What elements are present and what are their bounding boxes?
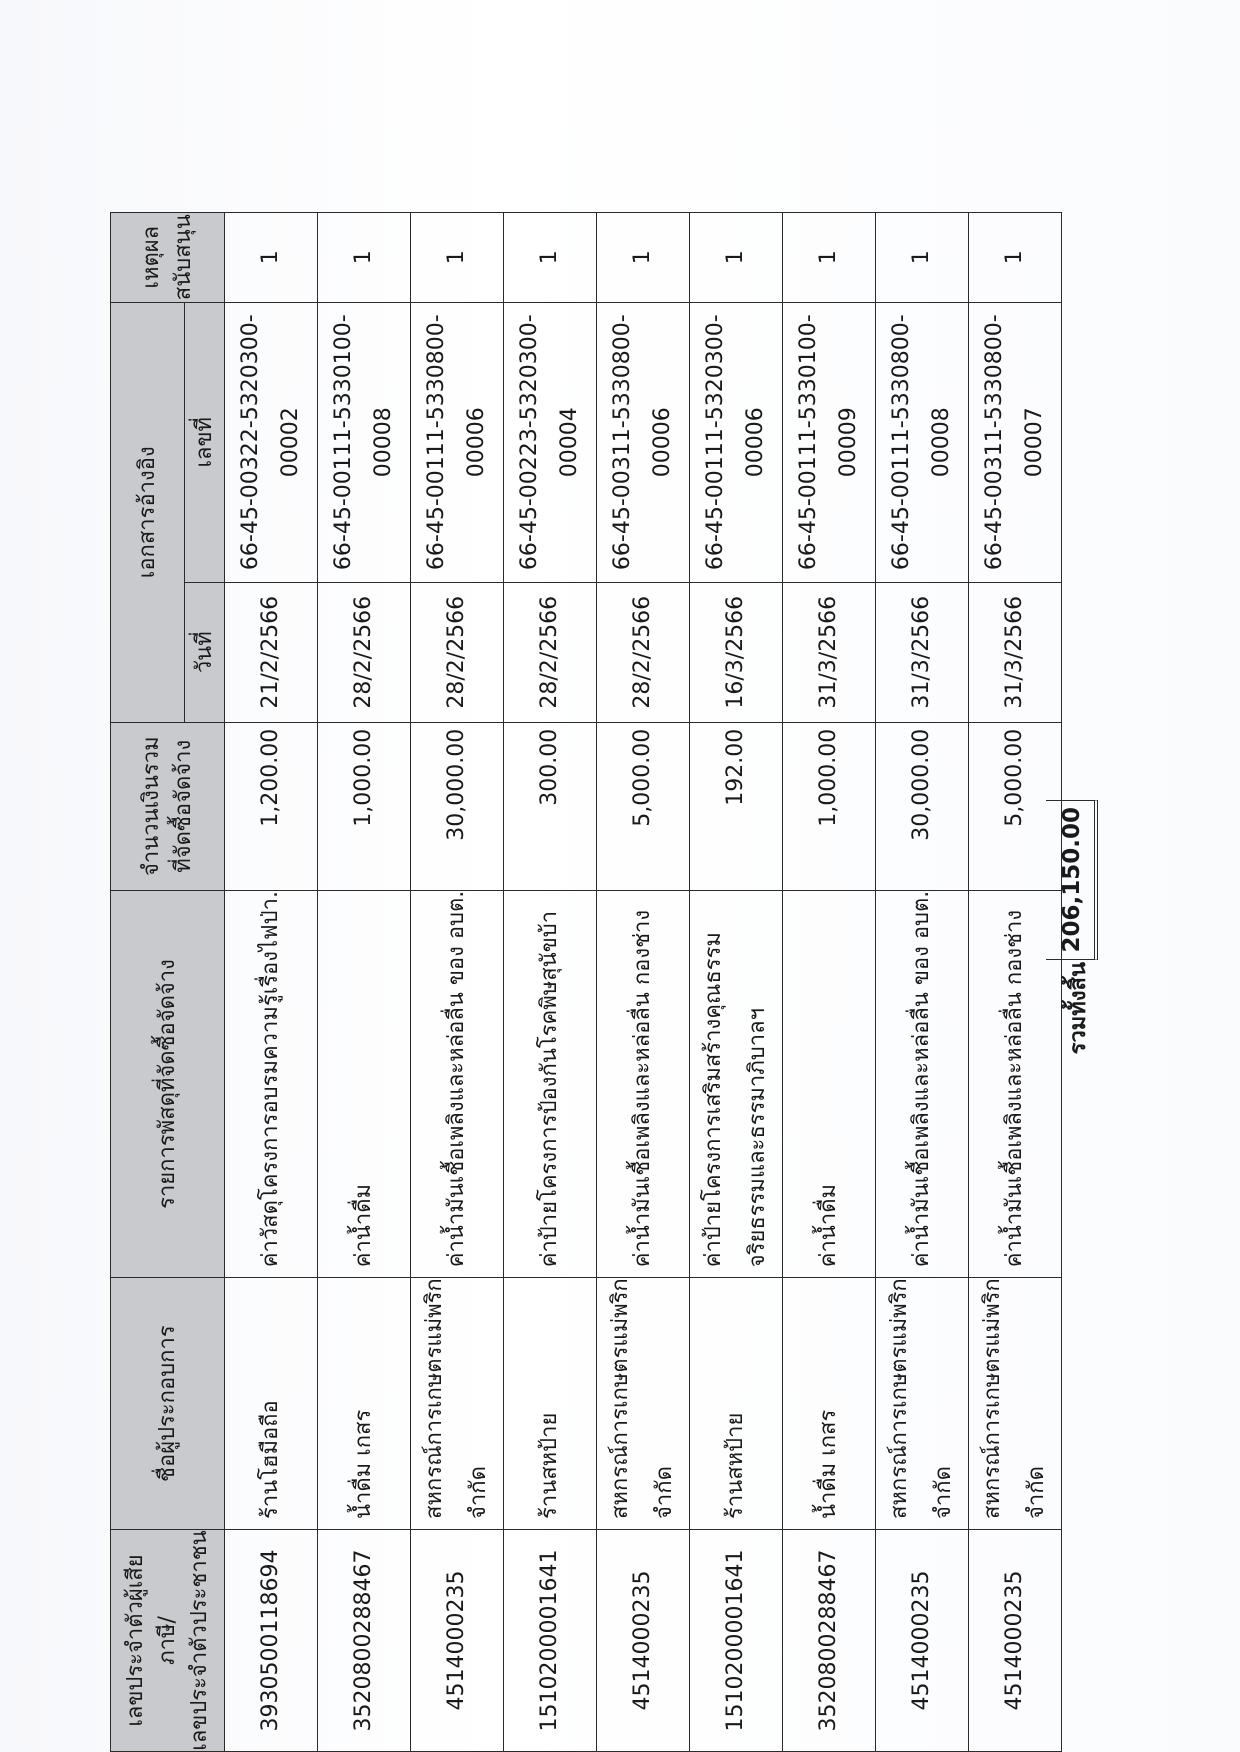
date-text: 16/3/2566 (723, 595, 748, 709)
vendor-text: สหกรณ์การเกษตรแม่พริก (608, 1278, 633, 1519)
cell-vendor (876, 1278, 969, 1530)
tax-id-text: 1510200001641 (723, 1549, 748, 1732)
reason-text: 1 (723, 250, 748, 265)
item-text: ค่าป้ายโครงการป้องกันโรคพิษสุนัขบ้า (537, 910, 562, 1268)
doc-no-text: 00007 (1022, 407, 1047, 478)
doc-no-text: 66-45-00111-5330800- (424, 314, 449, 571)
header-doc-group: เอกสารอ้างอิง (111, 302, 185, 722)
cell-vendor (783, 1278, 876, 1530)
cell-item (876, 890, 969, 1278)
table-body (225, 212, 1062, 1751)
cell-item (690, 890, 783, 1278)
cell-reason (783, 212, 876, 302)
cell-item (597, 890, 690, 1278)
cell-vendor (411, 1278, 504, 1530)
date-text: 31/3/2566 (1002, 595, 1027, 709)
cell-amount (318, 722, 411, 890)
header-reason-line2: สนับสนุน (170, 214, 196, 301)
reason-text: 1 (258, 250, 283, 265)
cell-doc-no (504, 302, 597, 582)
cell-amount (504, 722, 597, 890)
date-text: 28/2/2566 (630, 595, 655, 709)
cell-reason (504, 212, 597, 302)
cell-doc-no (690, 302, 783, 582)
header-amount-line1: จำนวนเงินรวม (138, 736, 164, 877)
vendor-text: สหกรณ์การเกษตรแม่พริก (887, 1278, 912, 1519)
item-text: ค่าน้ำดื่ม (816, 1184, 841, 1268)
reason-text: 1 (444, 250, 469, 265)
header-reason (111, 212, 225, 302)
item-text: ค่าน้ำมันเชื้อเพลิงและหล่อลื่น กองช่าง (1002, 909, 1027, 1268)
vendor-text: จำกัด (931, 1466, 956, 1519)
header-tax-id (111, 1530, 225, 1752)
cell-tax-id (504, 1530, 597, 1752)
cell-date (597, 582, 690, 722)
cell-reason (225, 212, 318, 302)
total-label: รวมทั้งสิ้น (1066, 962, 1091, 1055)
tax-id-text: 3520800288467 (351, 1549, 376, 1732)
header-tax-id-line1: เลขประจำตัวผู้เสียภาษี/ (122, 1554, 180, 1727)
cell-date (969, 582, 1062, 722)
vendor-text: น้ำดื่ม เกสร (816, 1409, 841, 1519)
cell-tax-id (597, 1530, 690, 1752)
tax-id-text: 4514000235 (909, 1570, 934, 1711)
item-text: ค่าน้ำดื่ม (351, 1184, 376, 1268)
item-text: ค่าน้ำมันเชื้อเพลิงและหล่อลื่น ของ อบต. (444, 890, 469, 1268)
doc-no-text: 66-45-00322-5320300- (238, 314, 263, 571)
header-doc-date: วันที่ (185, 582, 225, 722)
doc-no-text: 66-45-00111-5320300- (703, 314, 728, 571)
cell-date (690, 582, 783, 722)
cell-reason (597, 212, 690, 302)
reason-text: 1 (816, 250, 841, 265)
doc-no-text: 00008 (371, 407, 396, 478)
vendor-text: สหกรณ์การเกษตรแม่พริก (422, 1278, 447, 1519)
vendor-text: ร้านโฮมือถือ (258, 1400, 283, 1519)
header-reason-line1: เหตุผล (138, 225, 164, 289)
cell-date (504, 582, 597, 722)
cell-reason (318, 212, 411, 302)
doc-no-text: 00006 (743, 407, 768, 478)
doc-no-text: 66-45-00111-5330100- (331, 314, 356, 571)
doc-no-text: 00006 (464, 407, 489, 478)
vendor-text: ร้านสหป้าย (537, 1412, 562, 1519)
cell-item (411, 890, 504, 1278)
cell-doc-no (969, 302, 1062, 582)
tax-id-text: 4514000235 (1002, 1570, 1027, 1711)
table-row (690, 212, 783, 1751)
vendor-text: สหกรณ์การเกษตรแม่พริก (980, 1278, 1005, 1519)
cell-tax-id (225, 1530, 318, 1752)
vendor-text: น้ำดื่ม เกสร (351, 1409, 376, 1519)
amount-text: 30,000.00 (444, 728, 469, 841)
doc-no-text: 00009 (836, 407, 861, 478)
doc-no-text: 66-45-00311-5330800- (982, 314, 1007, 571)
vendor-text: จำกัด (466, 1466, 491, 1519)
header-amount (111, 722, 225, 890)
amount-text: 1,200.00 (258, 728, 283, 827)
header-amount-line2: ที่จัดซื้อจัดจ้าง (170, 739, 196, 873)
cell-date (783, 582, 876, 722)
tax-id-text: 3520800288467 (816, 1549, 841, 1732)
amount-text: 1,000.00 (351, 728, 376, 827)
cell-tax-id (318, 1530, 411, 1752)
table-row (318, 212, 411, 1751)
doc-no-text: 00004 (557, 407, 582, 478)
cell-reason (969, 212, 1062, 302)
cell-doc-no (783, 302, 876, 582)
table-row (411, 212, 504, 1751)
cell-amount (876, 722, 969, 890)
cell-amount (783, 722, 876, 890)
header-tax-id-line2: เลขประจำตัวประชาชน (186, 1530, 212, 1751)
table-row (504, 212, 597, 1751)
amount-text: 300.00 (537, 728, 562, 806)
table-row (876, 212, 969, 1751)
cell-tax-id (783, 1530, 876, 1752)
total-amount: 206,150.00 (1046, 800, 1098, 960)
date-text: 28/2/2566 (537, 595, 562, 709)
cell-reason (876, 212, 969, 302)
doc-no-text: 66-45-00311-5330800- (610, 314, 635, 571)
doc-no-text: 00008 (929, 407, 954, 478)
amount-text: 30,000.00 (909, 728, 934, 841)
cell-vendor (597, 1278, 690, 1530)
reason-text: 1 (537, 250, 562, 265)
table-row (597, 212, 690, 1751)
cell-date (225, 582, 318, 722)
header-items: รายการพัสดุที่จัดซื้อจัดจ้าง (111, 890, 225, 1278)
amount-text: 1,000.00 (816, 728, 841, 827)
reason-text: 1 (1002, 250, 1027, 265)
tax-id-text: 4514000235 (444, 1570, 469, 1711)
item-text: ค่าน้ำมันเชื้อเพลิงและหล่อลื่น กองช่าง (630, 909, 655, 1268)
cell-tax-id (690, 1530, 783, 1752)
cell-date (411, 582, 504, 722)
doc-no-text: 66-45-00111-5330100- (796, 314, 821, 571)
reason-text: 1 (630, 250, 655, 265)
vendor-text: ร้านสหป้าย (723, 1412, 748, 1519)
cell-tax-id (876, 1530, 969, 1752)
date-text: 31/3/2566 (816, 595, 841, 709)
item-text: ค่าวัสดุโครงการอบรมความรู้เรื่องไฟป่า. (258, 891, 283, 1268)
tax-id-text: 1510200001641 (537, 1549, 562, 1732)
cell-vendor (969, 1278, 1062, 1530)
date-text: 31/3/2566 (909, 595, 934, 709)
cell-item (504, 890, 597, 1278)
amount-text: 5,000.00 (1002, 728, 1027, 827)
cell-vendor (690, 1278, 783, 1530)
date-text: 28/2/2566 (444, 595, 469, 709)
tax-id-text: 4514000235 (630, 1570, 655, 1711)
doc-no-text: 66-45-00223-5320300- (517, 314, 542, 571)
cell-amount (225, 722, 318, 890)
table-row (969, 212, 1062, 1751)
cell-tax-id (411, 1530, 504, 1752)
reason-text: 1 (909, 250, 934, 265)
vendor-text: จำกัด (652, 1466, 677, 1519)
cell-vendor (318, 1278, 411, 1530)
cell-doc-no (411, 302, 504, 582)
vendor-text: จำกัด (1024, 1466, 1049, 1519)
item-text: จริยธรรมและธรรมาภิบาลฯ (745, 1008, 770, 1268)
doc-no-text: 66-45-00111-5330800- (889, 314, 914, 571)
doc-no-text: 00002 (278, 407, 303, 478)
cell-tax-id (969, 1530, 1062, 1752)
cell-item (225, 890, 318, 1278)
item-text: ค่าป้ายโครงการเสริมสร้างคุณธรรม (701, 932, 726, 1268)
procurement-table (110, 212, 1062, 1752)
cell-date (876, 582, 969, 722)
cell-reason (690, 212, 783, 302)
header-doc-no: เลขที่ (185, 302, 225, 582)
cell-amount (690, 722, 783, 890)
table-row (225, 212, 318, 1751)
reason-text: 1 (351, 250, 376, 265)
tax-id-text: 3930500118694 (258, 1549, 283, 1732)
date-text: 28/2/2566 (351, 595, 376, 709)
header-vendor: ชื่อผู้ประกอบการ (111, 1278, 225, 1530)
date-text: 21/2/2566 (258, 595, 283, 709)
cell-vendor (504, 1278, 597, 1530)
cell-amount (411, 722, 504, 890)
cell-item (318, 890, 411, 1278)
cell-item (783, 890, 876, 1278)
cell-vendor (225, 1278, 318, 1530)
doc-no-text: 00006 (650, 407, 675, 478)
cell-date (318, 582, 411, 722)
cell-amount (597, 722, 690, 890)
cell-doc-no (597, 302, 690, 582)
cell-doc-no (318, 302, 411, 582)
cell-doc-no (876, 302, 969, 582)
table-row (783, 212, 876, 1751)
cell-reason (411, 212, 504, 302)
item-text: ค่าน้ำมันเชื้อเพลิงและหล่อลื่น ของ อบต. (909, 890, 934, 1268)
cell-doc-no (225, 302, 318, 582)
amount-text: 192.00 (723, 728, 748, 806)
amount-text: 5,000.00 (630, 728, 655, 827)
